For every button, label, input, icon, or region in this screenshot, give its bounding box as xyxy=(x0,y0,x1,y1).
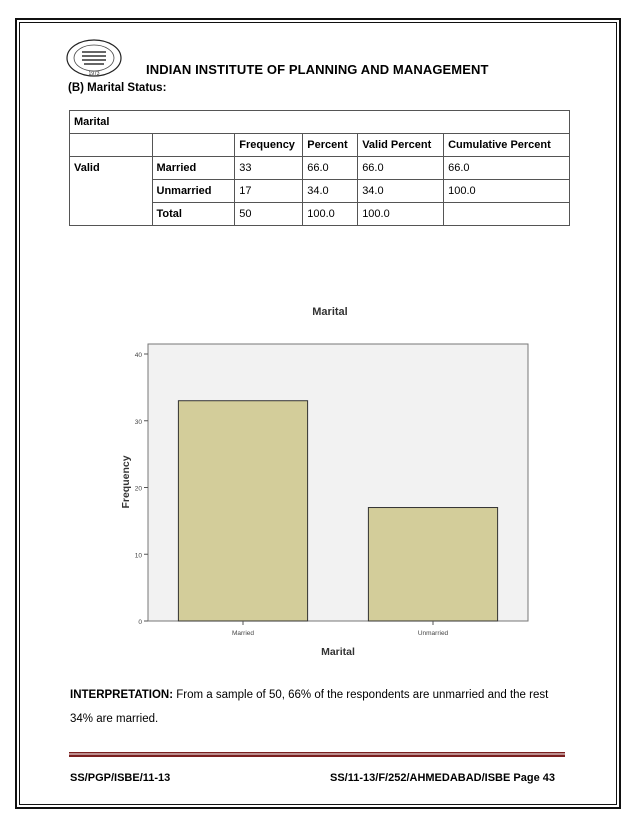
row-label: Married xyxy=(152,157,235,180)
x-axis xyxy=(232,621,449,637)
cell-frequency: 17 xyxy=(235,180,303,203)
table-row xyxy=(70,180,570,203)
y-tick-label: 20 xyxy=(134,485,142,493)
interpretation xyxy=(70,683,566,707)
footer-left: SS/PGP/ISBE/11-13 xyxy=(70,772,171,784)
section-title: (B) Marital Status: xyxy=(68,82,167,94)
cell-valid-percent: 100.0 xyxy=(358,203,444,226)
y-tick-label: 10 xyxy=(134,552,142,560)
y-tick-label: 0 xyxy=(138,619,142,626)
column-header: Frequency xyxy=(235,134,303,157)
table-header-blank xyxy=(70,134,153,157)
column-header: Percent xyxy=(303,134,358,157)
bar-unmarried xyxy=(368,508,497,621)
y-axis-label: Frequency xyxy=(120,455,132,509)
group-label: Valid xyxy=(70,157,153,180)
logo-year: 1973 xyxy=(88,71,100,77)
cell-percent: 34.0 xyxy=(303,180,358,203)
bar-married xyxy=(178,401,307,621)
cell-valid-percent: 66.0 xyxy=(358,157,444,180)
institute-logo xyxy=(64,38,124,78)
table-header-blank xyxy=(152,134,235,157)
x-axis-label: Marital xyxy=(321,646,355,658)
table-header-row xyxy=(70,134,570,157)
table-row xyxy=(70,157,570,180)
row-label: Unmarried xyxy=(152,180,235,203)
interpretation-text-line2: 34% are married. xyxy=(70,713,159,725)
marital-bar-chart xyxy=(110,296,550,664)
cell-percent: 66.0 xyxy=(303,157,358,180)
cell-cumulative-percent xyxy=(444,203,570,226)
y-tick-label: 30 xyxy=(134,418,142,426)
chart-title: Marital xyxy=(312,306,348,318)
group-label-spacer xyxy=(70,203,153,226)
column-header: Valid Percent xyxy=(358,134,444,157)
frequency-table xyxy=(69,110,570,226)
x-tick-label: Unmarried xyxy=(417,630,449,637)
cell-cumulative-percent: 66.0 xyxy=(444,157,570,180)
group-label-spacer xyxy=(70,180,153,203)
y-axis xyxy=(135,352,148,626)
x-tick-label: Married xyxy=(231,630,255,637)
footer-right: SS/11-13/F/252/AHMEDABAD/ISBE Page 43 xyxy=(330,772,555,784)
interpretation-label: INTERPRETATION: xyxy=(70,689,174,701)
table-caption: Marital xyxy=(70,111,570,134)
interpretation-text: From a sample of 50, 66% of the respondents are unmarried and the rest xyxy=(173,689,549,701)
column-header: Cumulative Percent xyxy=(444,134,570,157)
footer-rule xyxy=(69,752,565,758)
row-label: Total xyxy=(152,203,235,226)
table-caption-row xyxy=(70,111,570,134)
cell-cumulative-percent: 100.0 xyxy=(444,180,570,203)
cell-valid-percent: 34.0 xyxy=(358,180,444,203)
cell-frequency: 33 xyxy=(235,157,303,180)
y-tick-label: 40 xyxy=(134,352,142,359)
institute-name: INDIAN INSTITUTE OF PLANNING AND MANAGEMENT xyxy=(146,62,489,77)
table-row xyxy=(70,203,570,226)
cell-percent: 100.0 xyxy=(303,203,358,226)
cell-frequency: 50 xyxy=(235,203,303,226)
